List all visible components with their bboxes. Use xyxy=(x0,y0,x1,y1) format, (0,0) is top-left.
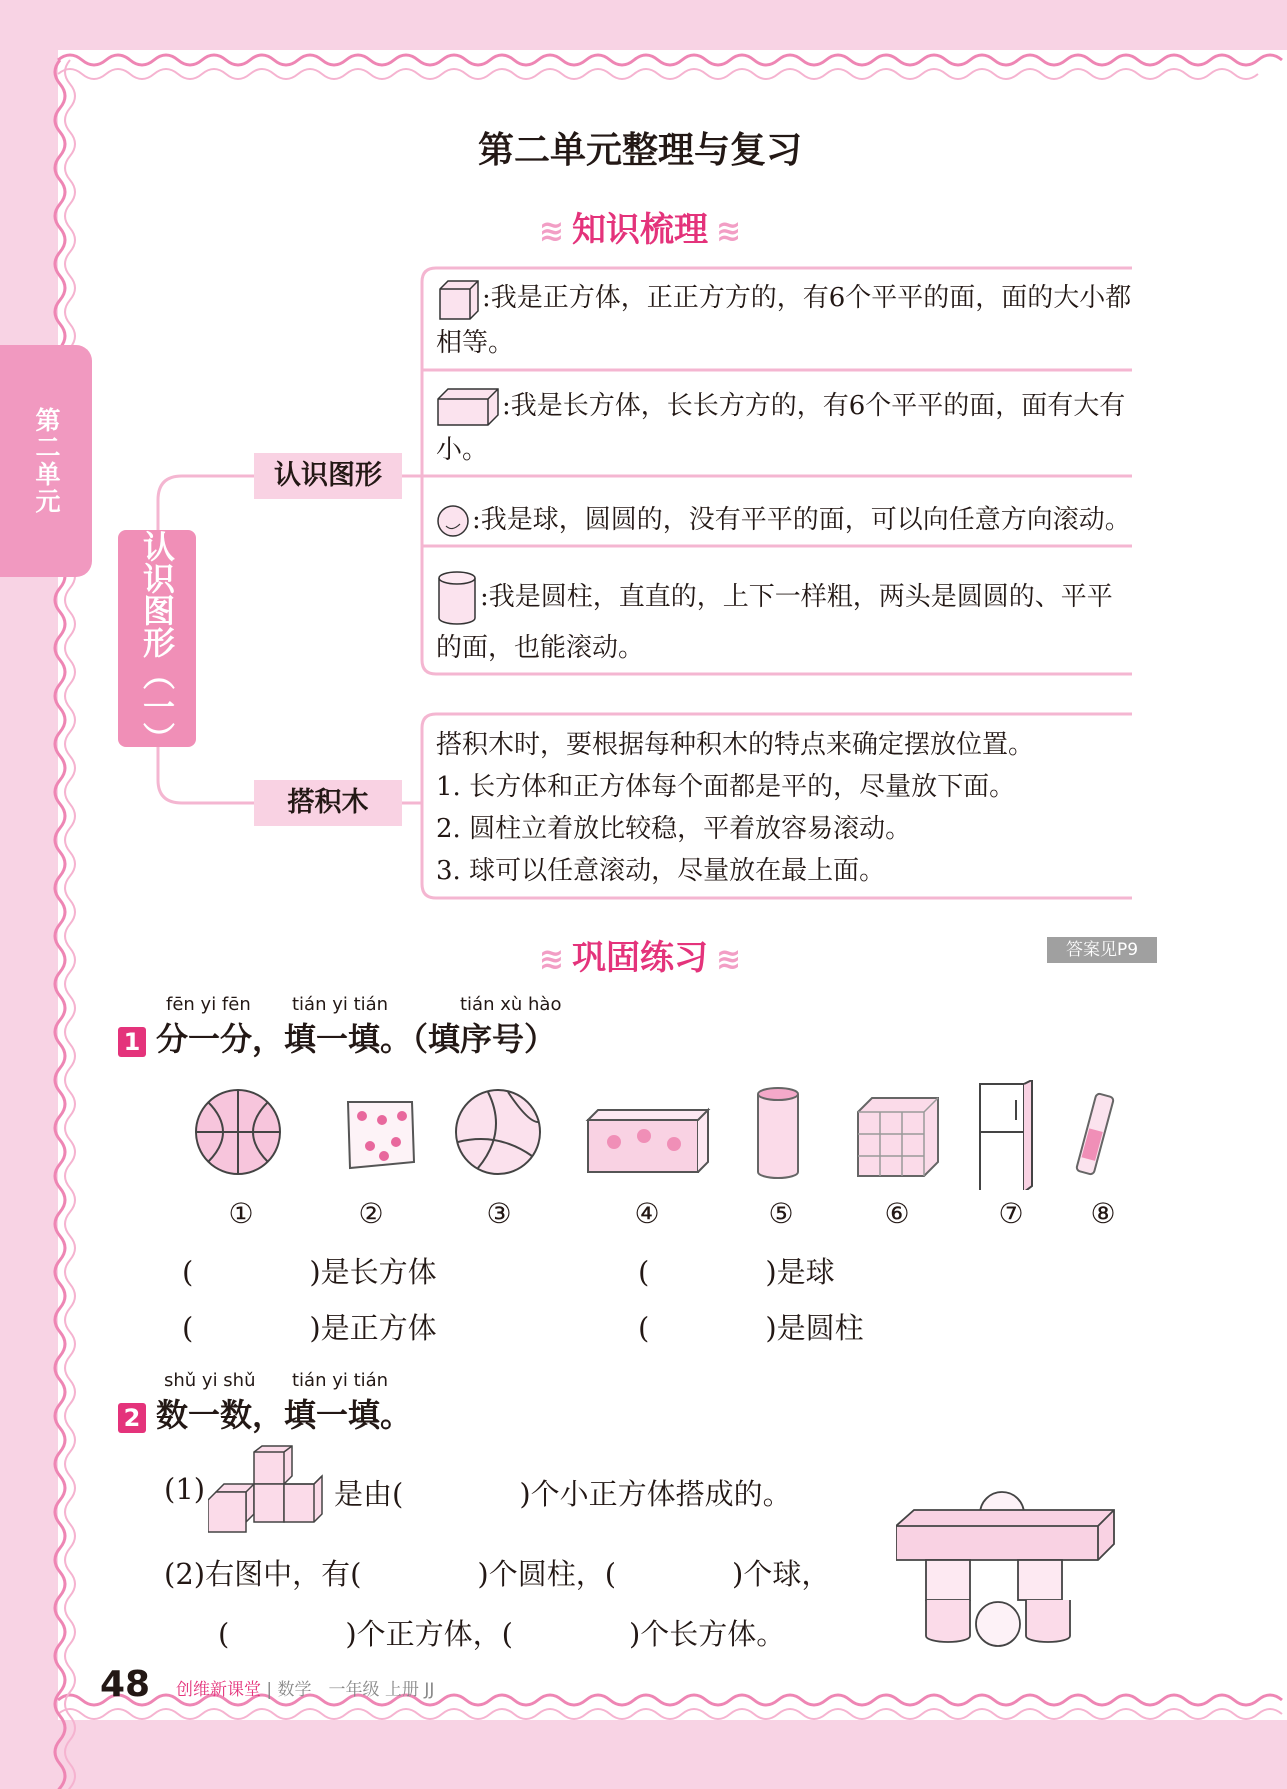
sphere-icon xyxy=(436,504,470,538)
stacked-cubes-icon xyxy=(208,1444,332,1534)
q1-blank-sphere[interactable]: ( )是球 xyxy=(638,1255,835,1289)
knowledge-sphere xyxy=(422,498,1132,542)
glue-stick-icon xyxy=(1076,1093,1114,1175)
cube-icon xyxy=(436,277,480,321)
mindmap-root xyxy=(118,530,196,754)
q1-objects xyxy=(190,1080,1150,1190)
blocks-intro: 搭积木时，要根据每种积木的特点来确定摆放位置。 xyxy=(436,730,1035,760)
section-heading-practice: ≋ 巩固练习 ≋ xyxy=(538,938,742,978)
q2-part2-line2[interactable]: ( )个正方体，( )个长方体。 xyxy=(218,1617,786,1651)
object-label-8: ⑧ xyxy=(1090,1197,1116,1230)
knowledge-cube xyxy=(422,276,1132,365)
fridge-icon xyxy=(980,1080,1032,1190)
jar-icon xyxy=(758,1088,798,1178)
knowledge-cylinder-text: :我是圆柱，直直的，上下一样粗，两头是圆圆的、平平的面，也能滚动。 xyxy=(436,582,1113,663)
mindmap-branch-blocks: 搭积木 xyxy=(254,780,402,826)
q2-part1-prefix: (1) xyxy=(164,1472,206,1506)
section-heading-knowledge-label: 知识梳理 xyxy=(572,210,708,250)
q1-pinyin-c: tián xù hào xyxy=(460,994,562,1015)
q2-text: 数一数，填一填。 xyxy=(156,1396,413,1434)
object-label-3: ③ xyxy=(486,1197,512,1230)
mindmap-branch-shapes: 认识图形 xyxy=(254,453,402,499)
basketball-icon xyxy=(196,1090,280,1174)
q1-text: 分一分，填一填。（填序号） xyxy=(156,1020,557,1058)
knowledge-sphere-text: :我是球，圆圆的，没有平平的面，可以向任意方向滚动。 xyxy=(472,505,1131,535)
footer-brand: 创维新课堂 xyxy=(176,1680,261,1700)
knowledge-cylinder xyxy=(422,570,1132,670)
object-label-5: ⑤ xyxy=(768,1197,794,1230)
q1-title xyxy=(118,1014,556,1060)
q1-pinyin-b: tián yi tián xyxy=(292,994,389,1015)
q1-pinyin-a: fēn yi fēn xyxy=(166,994,251,1015)
section-heading-knowledge: ≋ 知识梳理 ≋ xyxy=(538,210,742,250)
blocks-rule-2: 2. 圆柱立着放比较稳，平着放容易滚动。 xyxy=(436,814,912,844)
dice-icon xyxy=(348,1102,414,1168)
object-label-6: ⑥ xyxy=(884,1197,910,1230)
knowledge-cuboid xyxy=(422,384,1132,472)
tissue-box-icon xyxy=(588,1110,708,1172)
knowledge-cube-text: :我是正方体，正正方方的，有6个平平的面，面的大小都相等。 xyxy=(436,283,1132,358)
volleyball-icon xyxy=(456,1090,540,1174)
cuboid-icon xyxy=(436,387,500,427)
page-number: 48 xyxy=(100,1664,151,1705)
q1-number-badge: 1 xyxy=(118,1027,146,1057)
footer-book-info: 数学 一年级 上册 JJ xyxy=(277,1680,435,1700)
q1-blank-cuboid[interactable]: ( )是长方体 xyxy=(182,1255,437,1289)
object-label-1: ① xyxy=(228,1197,254,1230)
footer-info: 创维新课堂 | 数学 一年级 上册 JJ xyxy=(176,1680,435,1700)
blocks-rule-1: 1. 长方体和正方体每个面都是平的，尽量放下面。 xyxy=(436,772,1016,802)
mindmap-root-label: 认识图形（一） xyxy=(138,530,176,754)
answer-reference-tag: 答案见P9 xyxy=(1047,937,1157,963)
object-label-4: ④ xyxy=(634,1197,660,1230)
rubik-cube-icon xyxy=(858,1098,938,1176)
q2-number-badge: 2 xyxy=(118,1403,146,1433)
q2-part1-blank[interactable]: 是由( )个小正方体搭成的。 xyxy=(334,1477,792,1511)
q1-blank-cube[interactable]: ( )是正方体 xyxy=(182,1311,437,1345)
page-title: 第二单元整理与复习 xyxy=(477,130,802,171)
block-structure-icon xyxy=(896,1490,1122,1650)
blocks-rule-3: 3. 球可以任意滚动，尽量放在最上面。 xyxy=(436,856,886,886)
q2-part2-line1[interactable]: (2)右图中，有( )个圆柱，( )个球， xyxy=(164,1557,831,1591)
q1-blank-cylinder[interactable]: ( )是圆柱 xyxy=(638,1311,864,1345)
object-label-7: ⑦ xyxy=(998,1197,1024,1230)
cylinder-icon xyxy=(436,570,478,626)
object-label-2: ② xyxy=(358,1197,384,1230)
knowledge-blocks xyxy=(422,724,1132,892)
q2-pinyin-b: tián yi tián xyxy=(292,1370,389,1391)
knowledge-cuboid-text: :我是长方体，长长方方的，有6个平平的面，面有大有小。 xyxy=(436,391,1126,465)
q2-title xyxy=(118,1390,412,1436)
unit-side-tab-label: 第二单元 xyxy=(32,407,61,515)
section-heading-practice-label: 巩固练习 xyxy=(572,938,708,978)
q2-pinyin-a: shǔ yi shǔ xyxy=(164,1370,256,1391)
